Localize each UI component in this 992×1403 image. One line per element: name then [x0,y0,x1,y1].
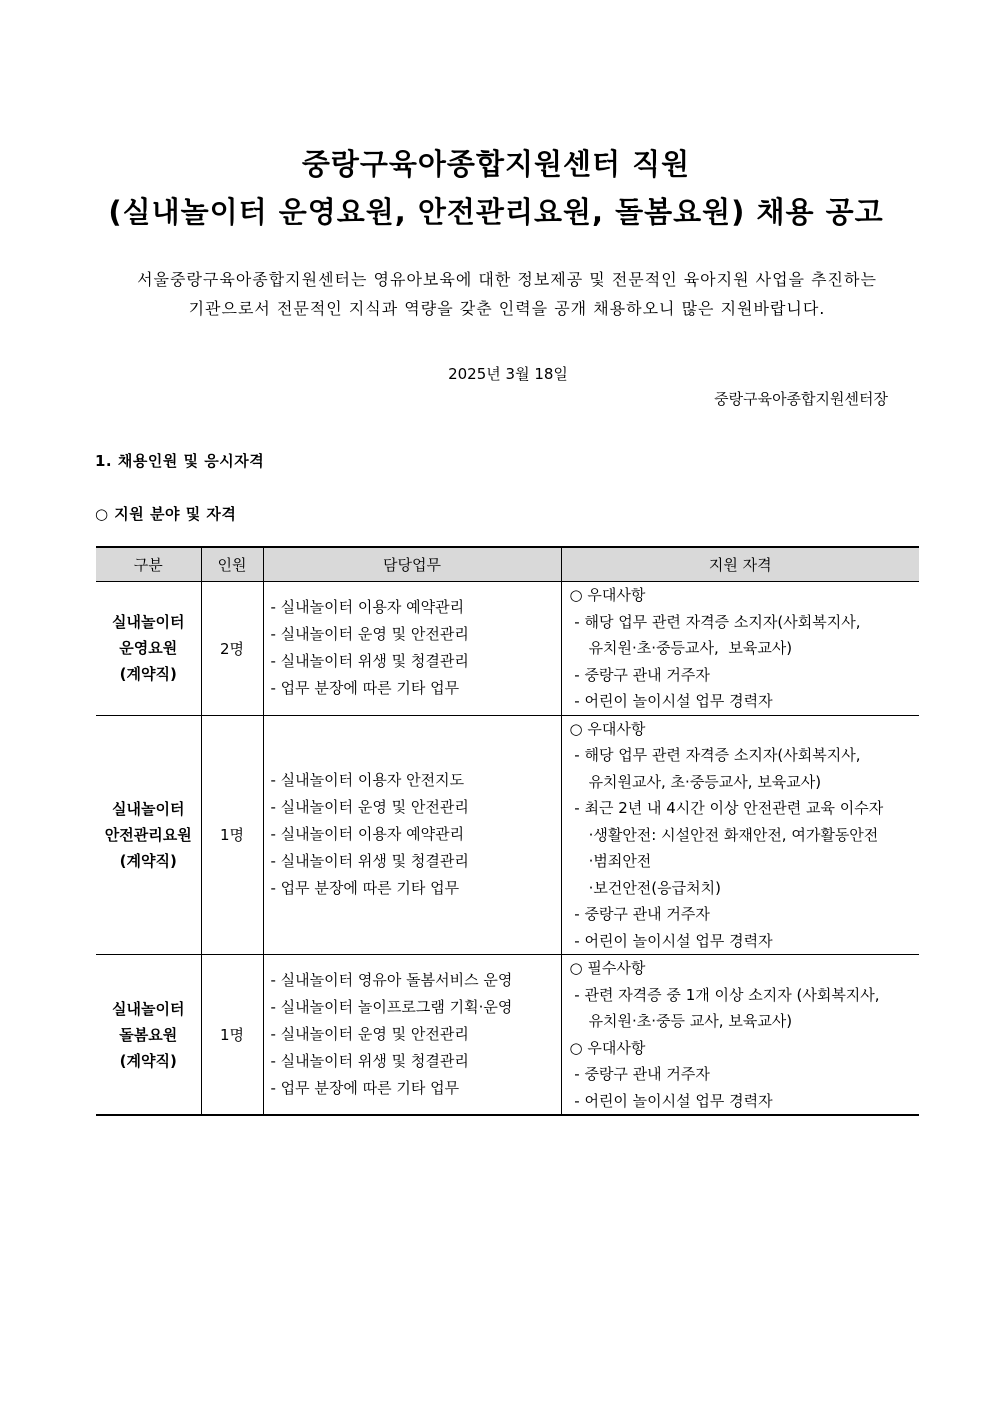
category-line: (계약직) [119,665,177,684]
qualification-item: - 최근 2년 내 4시간 이상 안전관련 교육 이수자 [569,799,884,817]
qualifications-cell [561,582,919,716]
section-heading-fields: ○ 지원 분야 및 자격 [95,505,237,523]
qualification-item: ○ 우대사항 [569,1038,646,1057]
duty-item: - 업무 분장에 따른 기타 업무 [270,1079,460,1097]
table-header-row [96,547,919,582]
duty-item: - 실내놀이터 놀이프로그램 기획·운영 [270,998,513,1016]
qualification-item: - 중랑구 관내 거주자 [569,905,710,923]
page-subtitle: (실내놀이터 운영요원, 안전관리요원, 돌봄요원) 채용 공고 [108,195,884,229]
duty-item: - 실내놀이터 운영 및 안전관리 [270,798,469,817]
qualification-item: ○ 우대사항 [569,586,646,604]
duty-item: - 실내놀이터 위생 및 청결관리 [270,1052,469,1070]
duty-item: - 실내놀이터 이용자 예약관리 [270,825,465,844]
duty-item: - 실내놀이터 운영 및 안전관리 [270,625,469,644]
count-cell: 1명 [201,955,263,1116]
duties-cell [263,715,561,955]
table-row [96,955,919,1116]
qualification-item: - 해당 업무 관련 자격증 소지자(사회복지사, [569,746,861,764]
qualification-item: - 어린이 놀이시설 업무 경력자 [569,692,773,710]
duty-item: - 실내놀이터 운영 및 안전관리 [270,1025,469,1043]
qualification-item: 유치원교사, 초·중등교사, 보육교사) [569,772,822,791]
duties-cell [263,955,561,1116]
qualification-item: - 중랑구 관내 거주자 [569,665,710,684]
qualifications-cell [561,715,919,955]
qualification-item: - 어린이 놀이시설 업무 경력자 [569,1091,773,1110]
category-cell [96,582,201,716]
qualification-item: - 어린이 놀이시설 업무 경력자 [569,931,773,950]
table-row [96,715,919,955]
duty-item: - 실내놀이터 위생 및 청결관리 [270,652,469,671]
header-count: 인원 [201,547,263,582]
header-category: 구분 [96,547,201,582]
recruitment-table [96,546,919,1116]
qualification-item: ○ 우대사항 [569,719,646,738]
qualification-item: ·보건안전(응급처치) [569,878,721,897]
section-heading-recruitment: 1. 채용인원 및 응시자격 [95,452,265,470]
category-line: 돌봄요원 [119,1025,178,1044]
duty-item: - 실내놀이터 이용자 안전지도 [270,771,465,790]
category-line: 실내놀이터 [112,999,185,1018]
qualification-item: 유치원·초·중등 교사, 보육교사) [569,1012,793,1030]
duties-cell [263,582,561,716]
duty-item: - 업무 분장에 따른 기타 업무 [270,679,460,698]
qualification-item: ·범죄안전 [569,852,652,870]
category-line: (계약직) [119,851,177,870]
qualifications-cell [561,955,919,1116]
page-title: 중랑구육아종합지원센터 직원 [301,147,691,181]
qualification-item: - 중랑구 관내 거주자 [569,1065,710,1083]
category-line: 실내놀이터 [112,799,185,818]
qualification-item: - 해당 업무 관련 자격증 소지자(사회복지사, [569,612,861,631]
header-qualifications: 지원 자격 [561,547,919,582]
qualification-item: - 관련 자격증 중 1개 이상 소지자 (사회복지사, [569,985,880,1004]
duty-item: - 실내놀이터 이용자 예약관리 [270,598,465,617]
qualification-item: ○ 필수사항 [569,959,646,977]
category-line: 안전관리요원 [104,825,192,844]
category-line: 실내놀이터 [112,613,185,632]
duty-item: - 업무 분장에 따른 기타 업무 [270,879,460,898]
category-cell [96,715,201,955]
header-duties: 담당업무 [263,547,561,582]
category-line: 운영요원 [119,639,178,658]
category-cell [96,955,201,1116]
count-cell: 2명 [201,582,263,716]
count-cell: 1명 [201,715,263,955]
duty-item: - 실내놀이터 영유아 돌봄서비스 운영 [270,971,513,989]
qualification-item: ·생활안전: 시설안전 화재안전, 여가활동안전 [569,825,879,844]
issuer-organization: 중랑구육아종합지원센터장 [714,390,888,408]
table-row [96,582,919,716]
intro-paragraph-line2: 기관으로서 전문적인 지식과 역량을 갖춘 인력을 공개 채용하오니 많은 지원바랍니다. [188,299,826,318]
duty-item: - 실내놀이터 위생 및 청결관리 [270,852,469,871]
qualification-item: 유치원·초·중등교사, 보육교사) [569,639,793,657]
category-line: (계약직) [119,1051,177,1070]
announcement-date: 2025년 3월 18일 [448,365,568,383]
intro-paragraph-line1: 서울중랑구육아종합지원센터는 영유아보육에 대한 정보제공 및 전문적인 육아지원 사업을 추진하는 [137,270,877,289]
